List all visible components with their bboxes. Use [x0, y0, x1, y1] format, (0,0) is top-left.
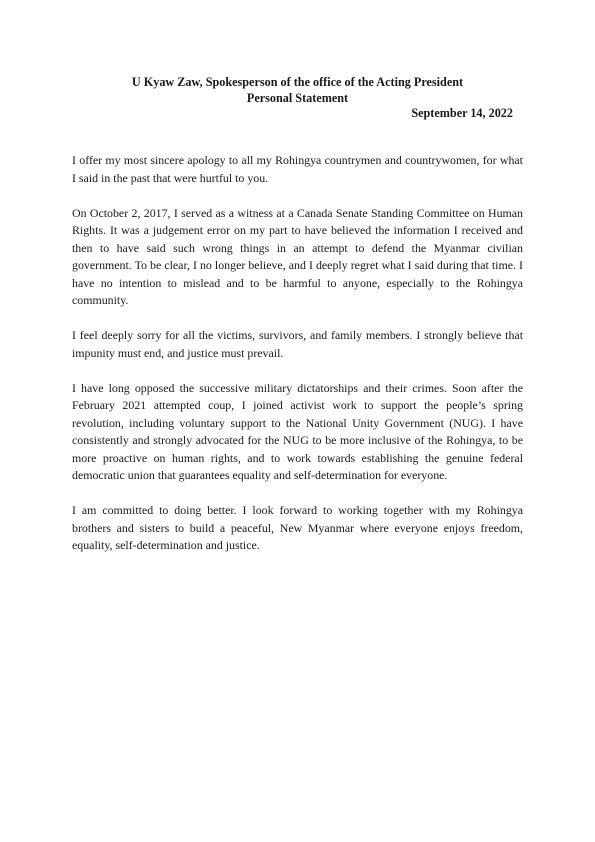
statement-heading-title: U Kyaw Zaw, Spokesperson of the office of the Acting President — [131, 75, 464, 89]
paragraph-victims: I feel deeply sorry for all the victims, survivors, and family members. I strongly believe that impunity must end, and justice must prevail. — [72, 328, 523, 360]
paragraph-senate-testimony: On October 2, 2017, I served as a witness at a Canada Senate Standing Committee on Human Rights. It was a judgement error on my part to have believed the information I received and then to have said such wrong things in an attempt to defend the Myanmar civilian government. To be clear, I no longer believe, and I deeply regret what I said during that time. I have no intention to mislead and to be harmful to anyone, especially to the Rohingya community. — [72, 205, 523, 307]
paragraph-commitment: I am committed to doing better. I look forward to working together with my Rohingya brothers and sisters to build a peaceful, New Myanmar where everyone enjoys freedom, equality, self-determination and justice. — [72, 503, 523, 552]
statement-date: September 14, 2022 — [411, 106, 513, 120]
paragraph-apology: I offer my most sincere apology to all my Rohingya countrymen and countrywomen, for what I said in the past that were hurtful to you. — [72, 153, 523, 185]
statement-heading-subtitle: Personal Statement — [246, 91, 349, 105]
statement-body — [72, 152, 523, 572]
paragraph-opposition: I have long opposed the successive military dictatorships and their crimes. Soon after the February 2021 attempted coup, I joined activist work to support the people’s spring revolution, including voluntary support to the National Unity Government (NUG). I have consistently and strongly advocated for the NUG to be more inclusive of the Rohingya, to be more proactive on human rights, and to work towards establishing the genuine federal democratic union that guarantees equality and self-determination for everyone. — [72, 380, 523, 482]
statement-header — [0, 74, 595, 106]
